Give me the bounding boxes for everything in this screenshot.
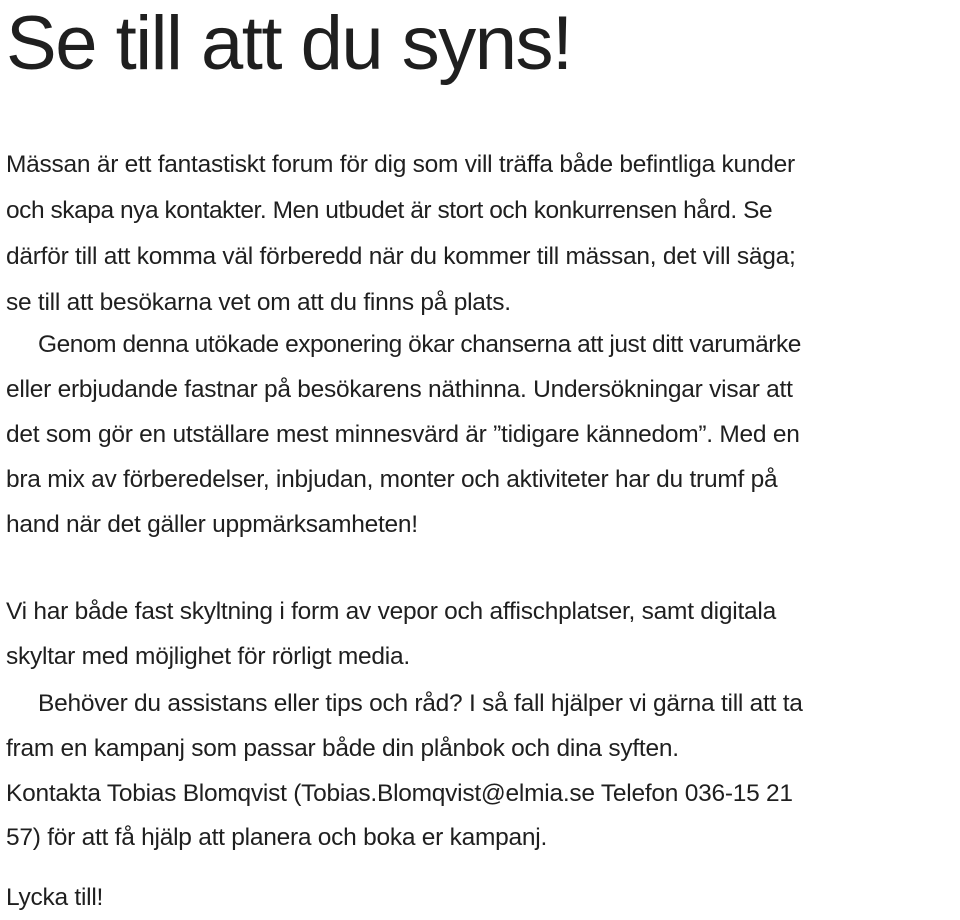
text-line: fram en kampanj som passar både din plånbok och dina syften. [6,735,679,762]
text-line: eller erbjudande fastnar på besökarens näthinna. Undersökningar visar att [6,376,793,403]
text-line: Vi har både fast skyltning i form av vepor och affischplatser, samt digitala [6,598,776,625]
text-line: och skapa nya kontakter. Men utbudet är stort och konkurrensen hård. Se [6,197,773,224]
text-line: 57) för att få hjälp att planera och boka er kampanj. [6,824,548,851]
intro-paragraph [6,142,958,326]
text-line: därför till att komma väl förberedd när du kommer till mässan, det vill säga; [6,243,796,270]
page-title: Se till att du syns! [6,1,572,86]
text-line: bra mix av förberedelser, inbjudan, monter och aktiviteter har du trumf på [6,466,778,493]
text-line: Behöver du assistans eller tips och råd? I så fall hjälper vi gärna till att ta [38,690,803,717]
exposure-paragraph [6,322,958,547]
signage-paragraph [6,589,958,679]
text-line: se till att besökarna vet om att du finns på plats. [6,289,511,316]
text-line: Kontakta Tobias Blomqvist (Tobias.Blomqvist@elmia.se Telefon 036-15 21 [6,780,793,807]
assistance-paragraph [6,681,958,771]
text-line: Genom denna utökade exponering ökar chanserna att just ditt varumärke [38,331,801,358]
text-line: skyltar med möjlighet för rörligt media. [6,643,410,670]
text-line: det som gör en utställare mest minnesvärd är ”tidigare kännedom”. Med en [6,421,800,448]
text-line: Mässan är ett fantastiskt forum för dig som vill träffa både befintliga kunder [6,151,795,178]
closing-text: Lycka till! [6,884,104,911]
text-line: hand när det gäller uppmärksamheten! [6,511,418,538]
contact-paragraph [6,772,958,860]
